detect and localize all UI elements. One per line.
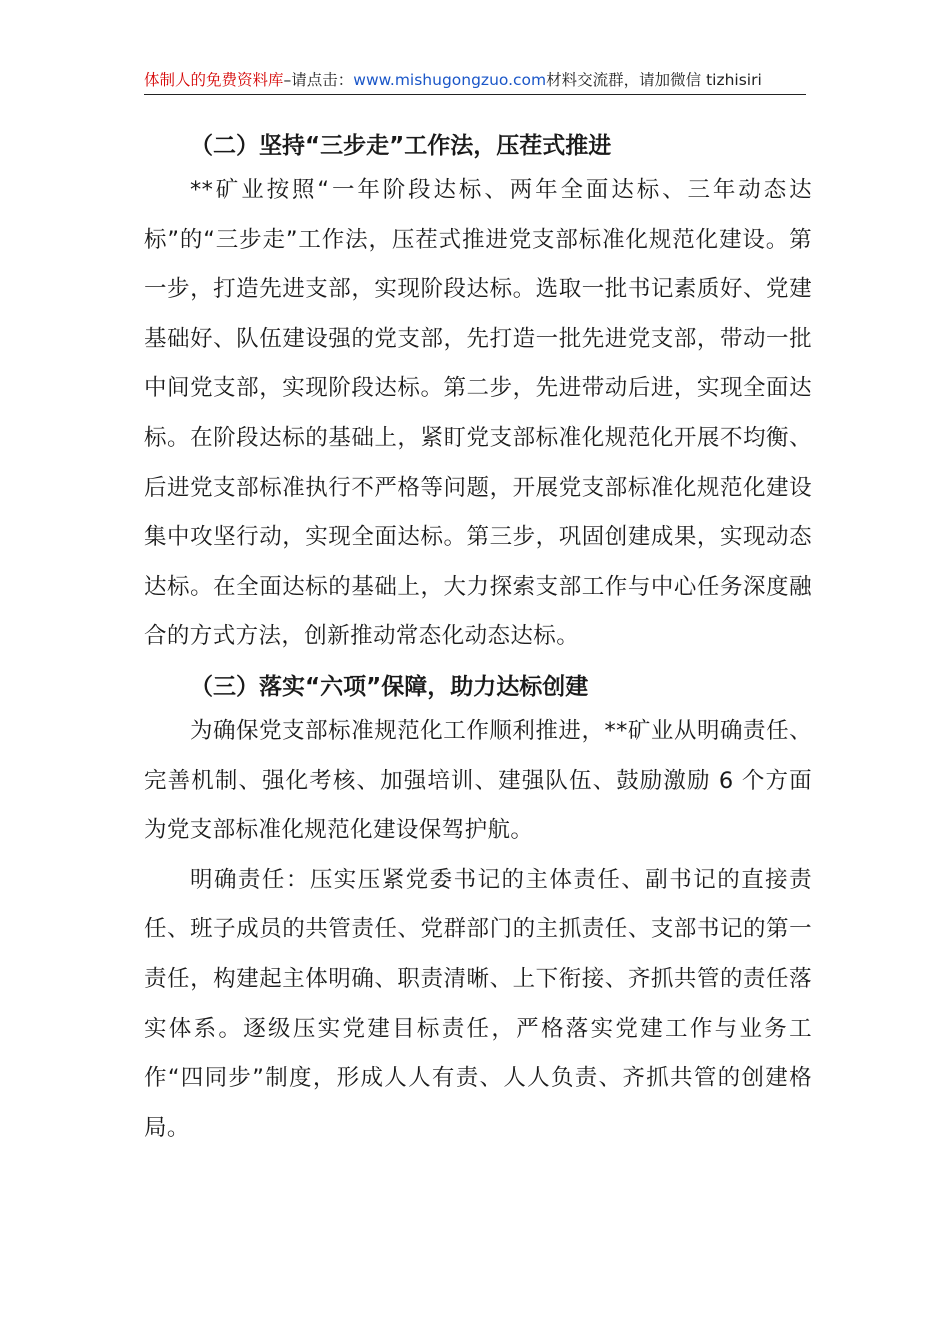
header-url-link[interactable]: www.mishugongzuo.com xyxy=(353,71,547,89)
header-brand: 体制人的免费资料库 xyxy=(144,71,284,89)
section-2-paragraph: **矿业按照“一年阶段达标、两年全面达标、三年动态达标”的“三步走”工作法，压茬式推进党支部标准化规范化建设。第一步，打造先进支部，实现阶段达标。选取一批书记素质好、党建基础好、队伍建设强的党支部，先打造一批先进党支部，带动一批中间党支部，实现阶段达标。第二步，先进带动后进，实现全面达标。在阶段达标的基础上，紧盯党支部标准化规范化开展不均衡、后进党支部标准执行不严格等问题，开展党支部标准化规范化建设集中攻坚行动，实现全面达标。第三步，巩固创建成果，实现动态达标。在全面达标的基础上，大力探索支部工作与中心任务深度融合的方式方法，创新推动常态化动态达标。 xyxy=(144,177,812,650)
section-3-paragraph-2: 明确责任：压实压紧党委书记的主体责任、副书记的直接责任、班子成员的共管责任、党群部门的主抓责任、支部书记的第一责任，构建起主体明确、职责清晰、上下衔接、齐抓共管的责任落实体系。逐级压实党建目标责任，严格落实党建工作与业务工作“四同步”制度，形成人人有责、人人负责、齐抓共管的创建格局。 xyxy=(144,866,812,1141)
section-3-paragraph-1: 为确保党支部标准规范化工作顺利推进，**矿业从明确责任、完善机制、强化考核、加强培训、建强队伍、鼓励激励 6 个方面为党支部标准化规范化建设保驾护航。 xyxy=(144,717,812,844)
section-2-heading: （二）坚持“三步走”工作法，压茬式推进 xyxy=(190,133,612,159)
header-prompt: –请点击： xyxy=(283,71,354,89)
document-body xyxy=(144,126,812,1153)
header-note: 材料交流群，请加微信 tizhisiri xyxy=(546,71,762,89)
page-header xyxy=(144,66,806,95)
section-3-heading: （三）落实“六项”保障，助力达标创建 xyxy=(190,673,589,700)
